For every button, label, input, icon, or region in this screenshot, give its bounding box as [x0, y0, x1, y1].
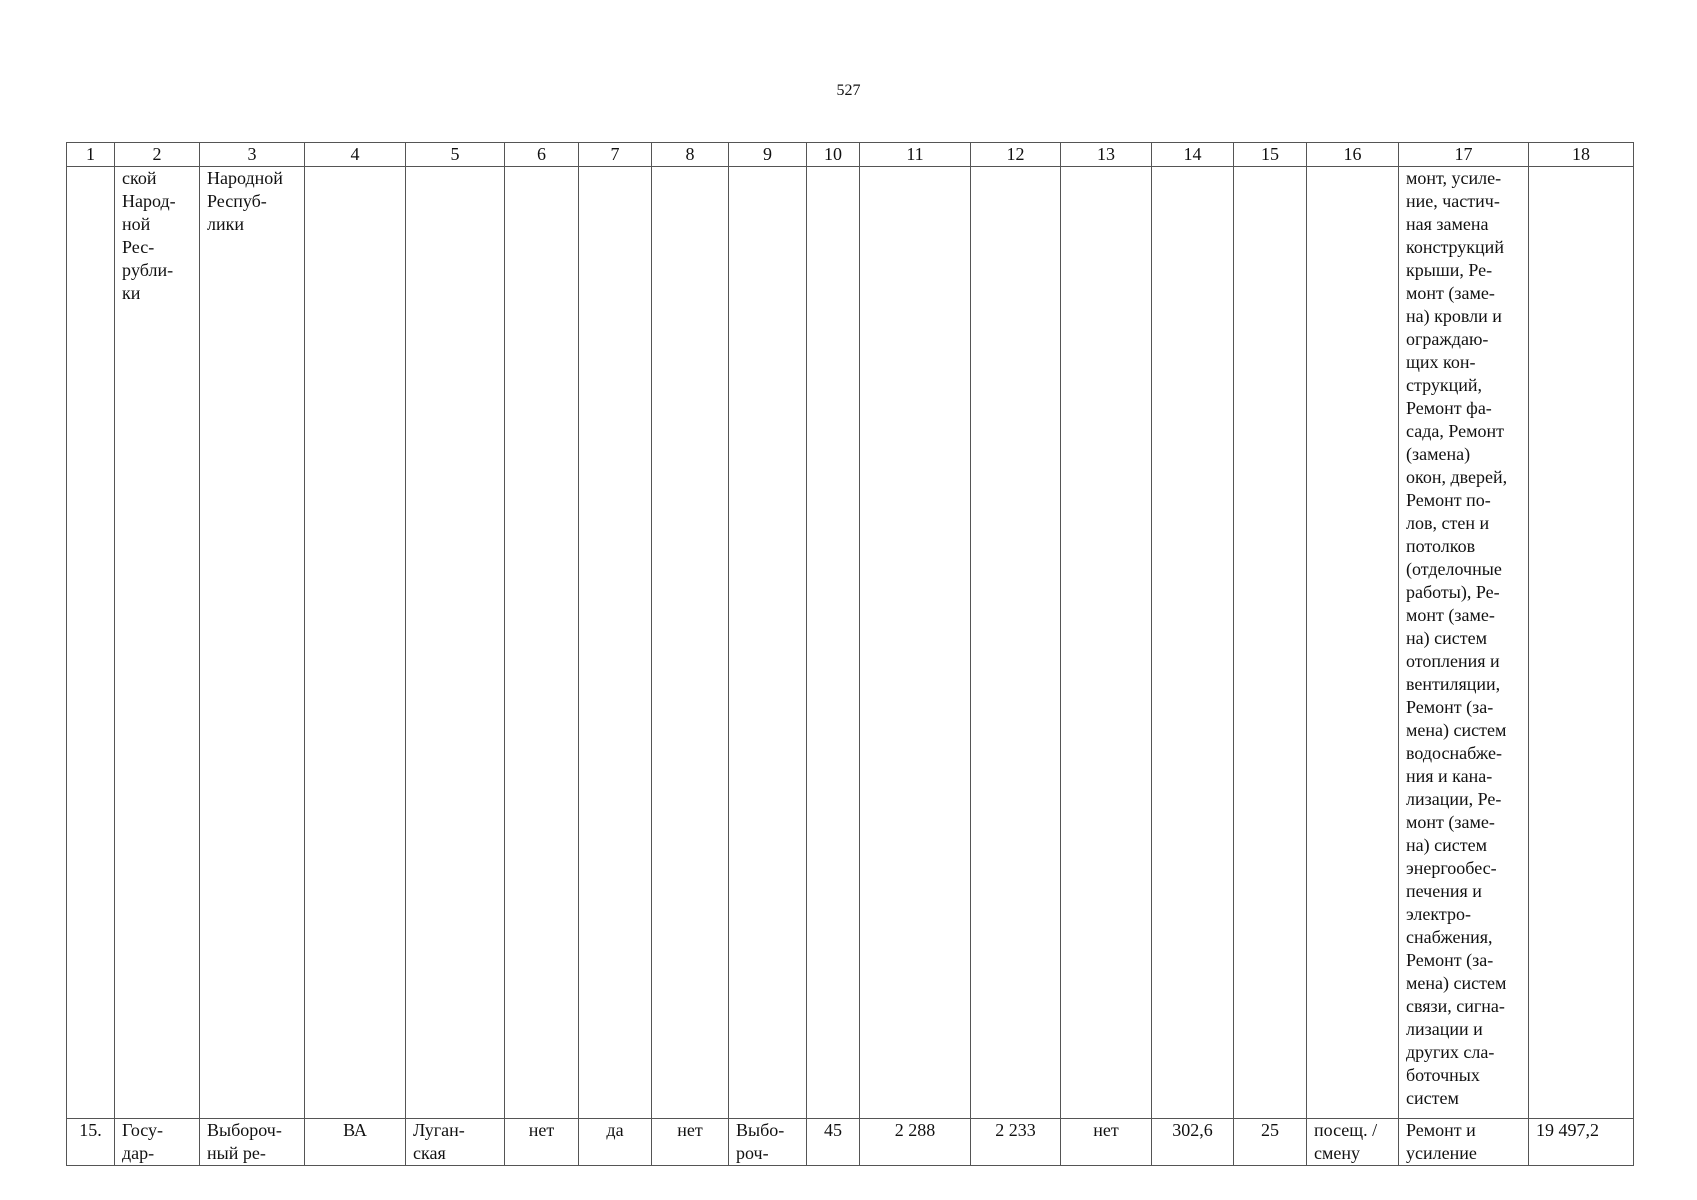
table-cell	[67, 167, 115, 1119]
table-cell	[406, 167, 505, 1119]
row-number-cell: 15.	[67, 1119, 115, 1166]
table-cell: нет	[652, 1119, 729, 1166]
table-cell: 2 233	[971, 1119, 1061, 1166]
column-header-6: 6	[505, 143, 579, 167]
table-cell: 2 288	[860, 1119, 971, 1166]
table-cell: Ремонт и усиление	[1399, 1119, 1529, 1166]
column-header-12: 12	[971, 143, 1061, 167]
table-row	[67, 1119, 1634, 1166]
page-number: 527	[836, 82, 861, 99]
table-cell	[971, 167, 1061, 1119]
table-cell: Выбороч- ный ре-	[200, 1119, 305, 1166]
table-cell	[1307, 167, 1399, 1119]
table-cell	[860, 167, 971, 1119]
column-header-13: 13	[1061, 143, 1152, 167]
table-cell	[305, 167, 406, 1119]
column-header-10: 10	[807, 143, 860, 167]
table-cell: 19 497,2	[1529, 1119, 1634, 1166]
table-cell	[1061, 167, 1152, 1119]
table-cell: ской Народ- ной Рес- pубли- ки	[115, 167, 200, 1119]
table-cell: 25	[1234, 1119, 1307, 1166]
column-header-18: 18	[1529, 143, 1634, 167]
table-cell: ВА	[305, 1119, 406, 1166]
table-cell: Луган- ская	[406, 1119, 505, 1166]
table-cell	[729, 167, 807, 1119]
column-header-15: 15	[1234, 143, 1307, 167]
column-header-2: 2	[115, 143, 200, 167]
column-header-1: 1	[67, 143, 115, 167]
table-cell	[807, 167, 860, 1119]
column-header-3: 3	[200, 143, 305, 167]
table-cell: посещ. / смену	[1307, 1119, 1399, 1166]
column-header-16: 16	[1307, 143, 1399, 167]
table-cell: нет	[1061, 1119, 1152, 1166]
column-header-5: 5	[406, 143, 505, 167]
table-cell	[505, 167, 579, 1119]
column-header-8: 8	[652, 143, 729, 167]
table-cell: 45	[807, 1119, 860, 1166]
column-header-11: 11	[860, 143, 971, 167]
table-cell: Народной Респуб- лики	[200, 167, 305, 1119]
table-cell	[1234, 167, 1307, 1119]
table-cell: Госу- дар-	[115, 1119, 200, 1166]
table-cell: да	[579, 1119, 652, 1166]
column-header-4: 4	[305, 143, 406, 167]
table-cell: 302,6	[1152, 1119, 1234, 1166]
table-cell: нет	[505, 1119, 579, 1166]
table-cell: Выбо- роч-	[729, 1119, 807, 1166]
column-header-7: 7	[579, 143, 652, 167]
column-number-header-row	[67, 143, 1634, 167]
table-cell	[1152, 167, 1234, 1119]
column-header-9: 9	[729, 143, 807, 167]
column-header-14: 14	[1152, 143, 1234, 167]
table-cell	[652, 167, 729, 1119]
data-table	[66, 142, 1634, 1166]
table-cell	[1529, 167, 1634, 1119]
table-cell	[579, 167, 652, 1119]
column-header-17: 17	[1399, 143, 1529, 167]
table-row-continued	[67, 167, 1634, 1119]
table-cell: монт, усиле- ние, частич- ная замена конструкций крыши, Ре- монт (заме- на) кровли и ограждаю- щих кон- струкций, Ремонт фа- сада, Ремонт (замена) окон, дверей, Ремонт по- лов, стен и потолков (отделочные работы), Ре- монт (заме- на) систем отопления и вентиляции, Ремонт (за- мена) систем водоснабже- ния и кана- лизации, Ре- монт (заме- на) систем энергообес- печения и электро- снабжения, Ремонт (за- мена) систем связи, сигна- лизации и других сла- боточных систем	[1399, 167, 1529, 1119]
